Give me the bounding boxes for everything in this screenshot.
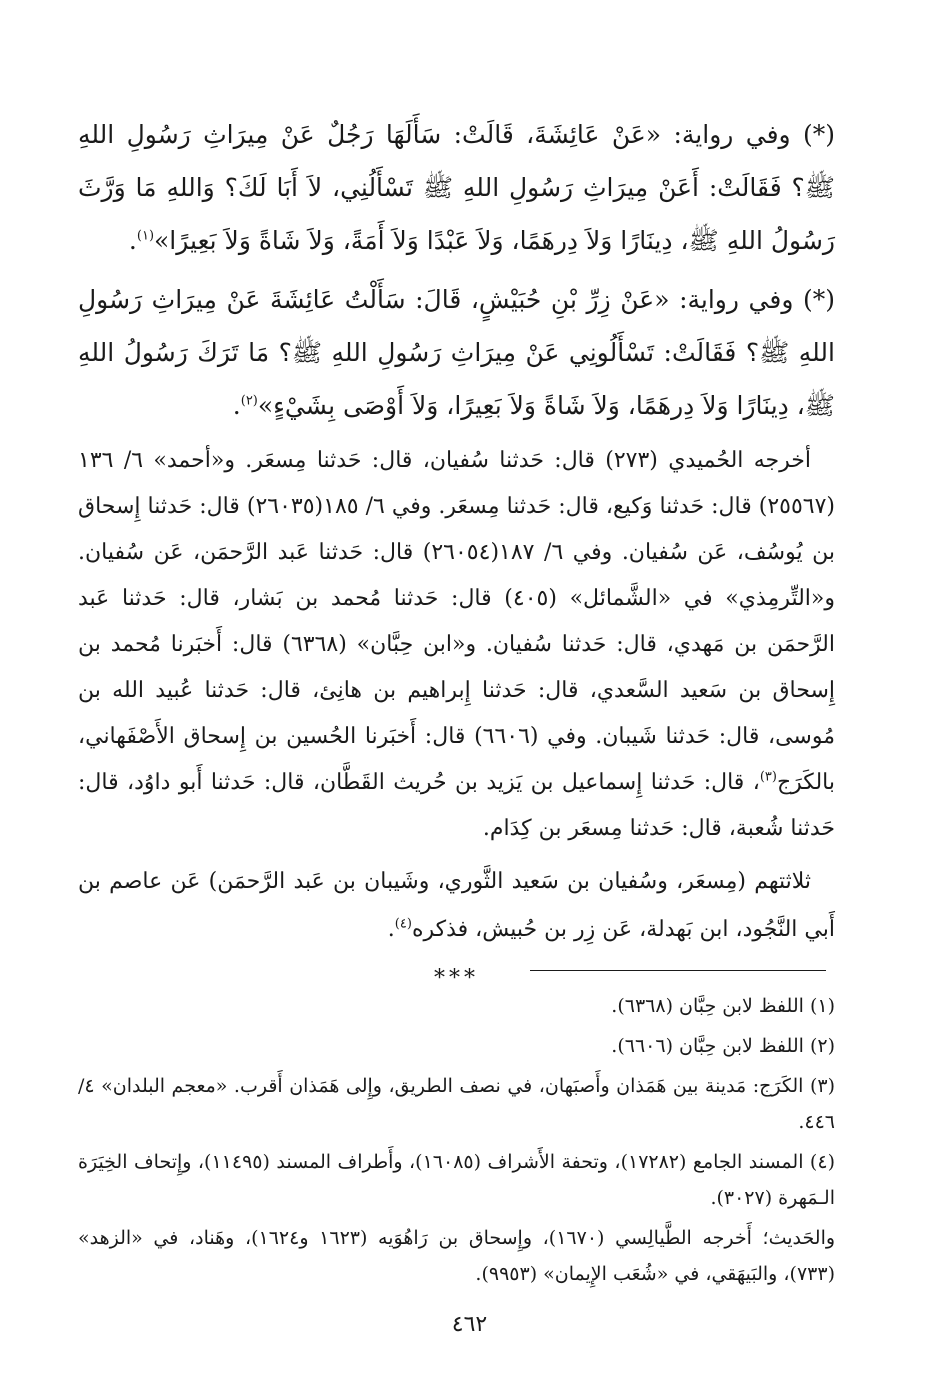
takhrij-paragraph: أخرجه الحُميدي (٢٧٣) قال: حَدثنا سُفيان، قال: حَدثنا مِسعَر. و«أحمد» ٦/ ١٣٦ (٢٥٥٦٧) قال: حَدثنا وَكيع، قال: حَدثنا مِسعَر. وفي ٦/ ١٨٥(٢٦٠٣٥) قال: حَدثنا إِسحاق بن يُوسُف، عَن سُفيان. وفي ٦/ ١٨٧(٢٦٠٥٤) قال: حَدثنا عَبد الرَّحمَن، عَن سُفيان. و«التِّرمِذي» في «الشَّمائل» (٤٠٥) قال: حَدثنا مُحمد بن بَشار، قال: حَدثنا عَبد الرَّحمَن بن مَهدي، قال: حَدثنا سُفيان. و«ابن حِبَّان» (٦٣٦٨) قال: أَخبَرنا مُحمد بن إِسحاق بن سَعيد السَّعدي، قال: حَدثنا إِبراهيم بن هانِئ، قال: حَدثنا عُبيد الله بن مُوسى، قال: حَدثنا شَيبان. وفي (٦٦٠٦) قال: أَخبَرنا الحُسين بن إِسحاق الأَصْفَهاني، بالكَرَج$^{(٣)}$، قال: حَدثنا إِسماعيل بن يَزيد بن حُريث القَطَّان، قال: حَدثنا أَبو داوُد، قال: حَدثنا شُعبة، قال: حَدثنا مِسعَر بن كِدَام.	[78, 448, 836, 841]
footnote-divider	[530, 970, 826, 971]
footnote-1: (١) اللفظ لابن حِبَّان (٦٣٦٨).	[611, 995, 835, 1017]
hadith-narration-aisha: (*) وفي رواية: «عَنْ عَائِشَةَ، قَالَتْ: سَأَلَهَا رَجُلٌ عَنْ مِيرَاثِ رَسُولِ اللهِ ﷺ؟ فَقَالَتْ: أَعَنْ مِيرَاثِ رَسُولِ اللهِ ﷺ تَسْأَلُنِي، لاَ أَبَا لَكَ؟ وَاللهِ مَا وَرَّثَ رَسُولُ اللهِ ﷺ، دِينَارًا وَلاَ دِرهَمًا، وَلاَ عَبْدًا وَلاَ أَمَةً، وَلاَ شَاةً وَلاَ بَعِيرًا»$^{(١)}$.	[78, 120, 835, 255]
footnote-4: (٤) المسند الجامع (١٧٢٨٢)، وتحفة الأَشراف (١٦٠٨٥)، وأَطراف المسند (١١٤٩٥)، وإِتحاف الخِيَرَة الـمَهرة (٣٠٢٧).	[78, 1151, 835, 1209]
footnote-3: (٣) الكَرَج: مَدينة بين هَمَذان وأَصبَهان، في نصف الطريق، وإِلى هَمَذان أَقرب. «معجم البلدان» ٤/ ٤٤٦.	[78, 1075, 835, 1133]
footnote-additional-sources: والحَديث؛ أَخرجه الطَّيالِسي (١٦٧٠)، وإِسحاق بن رَاهُوَيه (١٦٢٣ و١٦٢٤)، وهَناد، في «الزهد» (٧٣٣)، والبَيهَقي، في «شُعَب الإِيمان» (٩٩٥٣).	[78, 1227, 836, 1285]
footnote-ref-3[interactable]: (٣)	[759, 769, 777, 785]
footnote-2: (٢) اللفظ لابن حِبَّان (٦٦٠٦).	[611, 1035, 835, 1057]
main-text	[78, 108, 835, 994]
isnad-summary: ثلاثتهم (مِسعَر، وسُفيان بن سَعيد الثَّوري، وشَيبان بن عَبد الرَّحمَن) عَن عاصم بن أَبي النَّجُود، ابن بَهدلة، عَن زِر بن حُبيش، فذكره$^{(٤)}$.	[78, 869, 835, 942]
section-separator: ***	[434, 966, 479, 991]
footnote-ref-2[interactable]: (٢)	[240, 393, 258, 409]
footnote-ref-1[interactable]: (١)	[136, 228, 155, 244]
footnote-ref-4[interactable]: (٤)	[394, 916, 412, 932]
footnotes	[78, 988, 835, 1296]
page-number: ٤٦٢	[451, 1312, 488, 1337]
hadith-narration-zirr: (*) وفي رواية: «عَنْ زِرِّ بْنِ حُبَيْشٍ، قَالَ: سَأَلْتُ عَائِشَةَ عَنْ مِيرَاثِ رَسُولِ اللهِ ﷺ؟ فَقَالَتْ: تَسْأَلُونِي عَنْ مِيرَاثِ رَسُولِ اللهِ ﷺ؟ مَا تَرَكَ رَسُولُ اللهِ ﷺ، دِينَارًا وَلاَ دِرهَمًا، وَلاَ شَاةً وَلاَ بَعِيرًا، وَلاَ أَوْصَى بِشَيْءٍ»$^{(٢)}$.	[78, 285, 835, 420]
